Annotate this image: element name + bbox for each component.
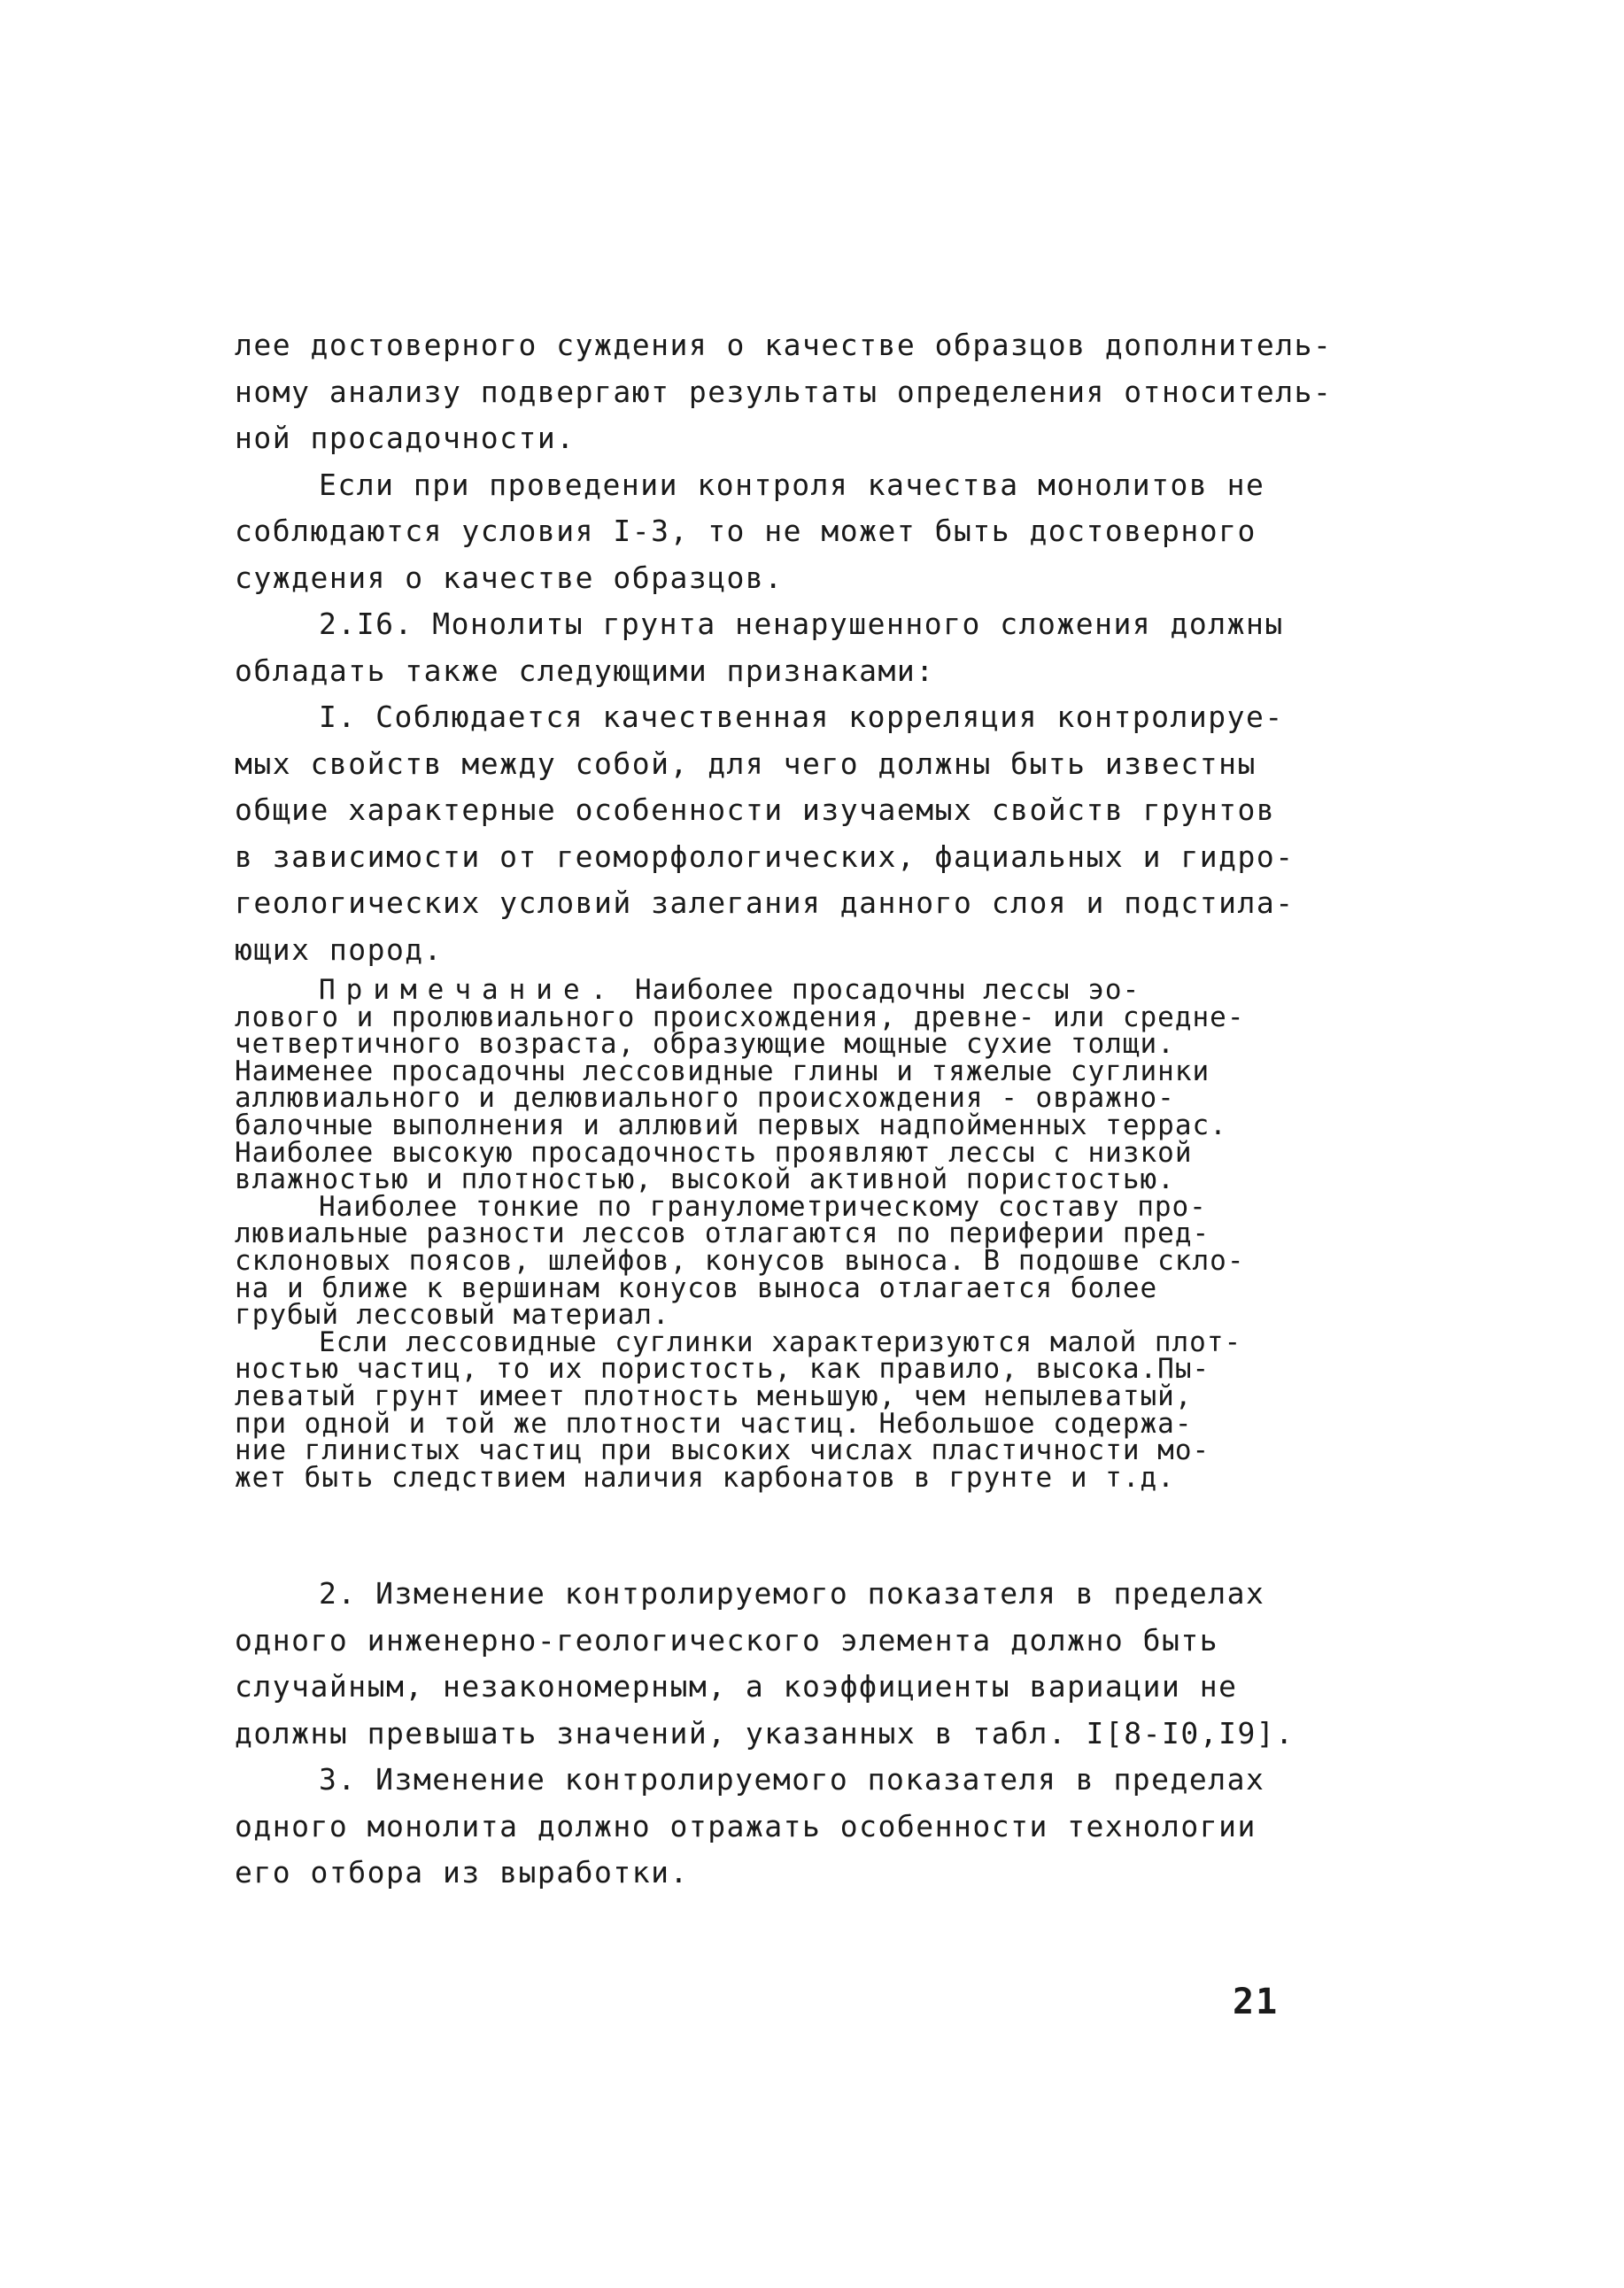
note-line: жет быть следствием наличия карбонатов в грунте и т.д. xyxy=(235,1461,1175,1494)
section-heading-line: 2.I6. Монолиты грунта ненарушенного сложения должны xyxy=(319,607,1284,641)
note-first-line xyxy=(235,974,1324,1006)
note-line: леватый грунт имеет плотность меньшую, чем непылеватый, xyxy=(235,1380,1193,1412)
note-line: лового и пролювиального происхождения, древне- или средне- xyxy=(235,1001,1245,1033)
main-text-upper xyxy=(235,322,1333,973)
note-line: склоновых поясов, шлейфов, конусов выноса. В подошве скло- xyxy=(235,1244,1245,1277)
page-number: 21 xyxy=(1233,1982,1280,2022)
text-line: ющих пород. xyxy=(235,931,444,967)
note-line: балочные выполнения и аллювий первых надпойменных террас. xyxy=(235,1109,1227,1141)
list-item-2-line: 2. Изменение контролируемого показателя в пределах xyxy=(319,1576,1265,1611)
text-line: Если при проведении контроля качества монолитов не xyxy=(319,467,1265,502)
text-line: геологических условий залегания данного слоя и подстила- xyxy=(235,885,1295,920)
text-line: соблюдаются условия I-3, то не может быть достоверного xyxy=(235,514,1257,548)
text-line: его отбора из выработки. xyxy=(235,1855,689,1890)
note-text: Наиболее просадочны лессы эо- xyxy=(634,974,1141,1006)
text-line: одного монолита должно отражать особенности технологии xyxy=(235,1808,1257,1844)
note-line: четвертичного возраста, образующие мощные сухие толщи. xyxy=(235,1028,1175,1061)
text-line: суждения о качестве образцов. xyxy=(235,560,784,595)
note-label: Примечание. xyxy=(319,974,618,1006)
list-item-3-line: 3. Изменение контролируемого показателя в пределах xyxy=(319,1762,1265,1797)
text-line: ной просадочности. xyxy=(235,421,576,455)
note-block xyxy=(235,974,1324,1494)
list-item-1-line: I. Соблюдается качественная корреляция контролируе- xyxy=(319,700,1284,734)
note-line: грубый лессовый материал. xyxy=(235,1299,670,1332)
text-line: случайным, незакономерным, а коэффициенты вариации не xyxy=(235,1669,1238,1704)
text-line: лее достоверного суждения о качестве образцов дополнитель- xyxy=(235,328,1333,362)
text-line: ному анализу подвергают результаты определения относитель- xyxy=(235,374,1333,409)
note-line: лювиальные разности лессов отлагаются по периферии пред- xyxy=(235,1217,1210,1250)
text-line: общие характерные особенности изучаемых свойств грунтов xyxy=(235,792,1276,827)
main-text-lower xyxy=(235,1571,1324,1897)
text-line: одного инженерно-геологического элемента должно быть xyxy=(235,1622,1219,1658)
note-line: ностью частиц, то их пористость, как правило, высока.Пы- xyxy=(235,1353,1210,1386)
note-line: ние глинистых частиц при высоких числах пластичности мо- xyxy=(235,1434,1210,1467)
text-line: обладать также следующими признаками: xyxy=(235,653,935,688)
note-line: Наименее просадочны лессовидные глины и тяжелые суглинки xyxy=(235,1055,1210,1087)
text-line: должны превышать значений, указанных в табл. I[8-I0,I9]. xyxy=(235,1715,1295,1751)
note-line: Если лессовидные суглинки характеризуются малой плот- xyxy=(319,1326,1242,1358)
note-line: на и ближе к вершинам конусов выноса отлагается более xyxy=(235,1272,1158,1304)
note-line: влажностью и плотностью, высокой активной пористостью. xyxy=(235,1163,1175,1196)
note-line: аллювиального и делювиального происхождения - овражно- xyxy=(235,1082,1175,1115)
text-line: мых свойств между собой, для чего должны быть известны xyxy=(235,746,1257,781)
text-line: в зависимости от геоморфологических, фациальных и гидро- xyxy=(235,839,1295,874)
note-line: при одной и той же плотности частиц. Небольшое содержа- xyxy=(235,1407,1193,1440)
note-line: Наиболее тонкие по гранулометрическому составу про- xyxy=(319,1190,1207,1223)
note-line: Наиболее высокую просадочность проявляют лессы с низкой xyxy=(235,1136,1193,1169)
